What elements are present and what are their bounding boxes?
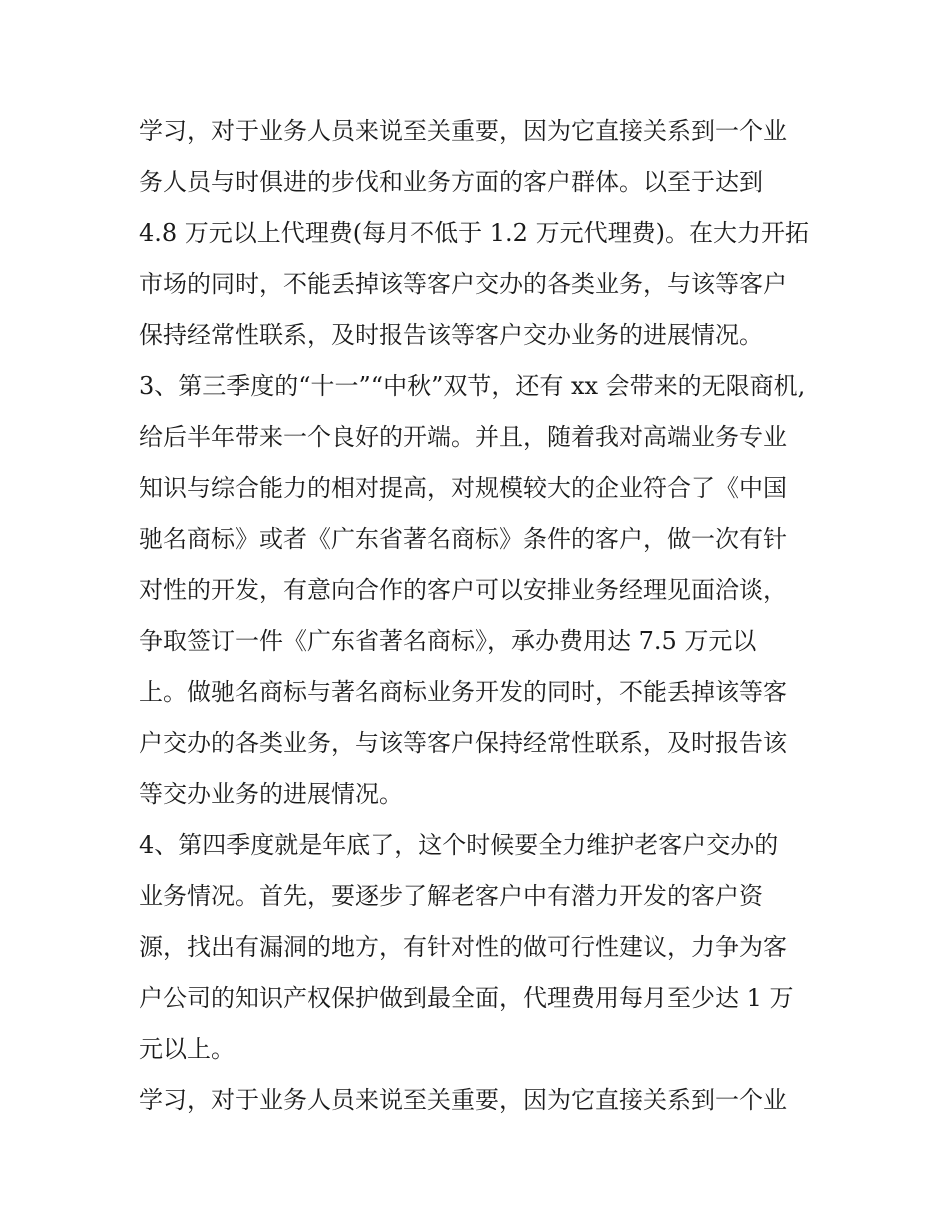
text-line: 户公司的知识产权保护做到最全面，代理费用每月至少达 1 万 xyxy=(139,984,794,1012)
text-line: 驰名商标》或者《广东省著名商标》条件的客户，做一次有针 xyxy=(139,525,787,553)
text-line: 4.8 万元以上代理费(每月不低于 1.2 万元代理费)。在大力开拓 xyxy=(139,219,809,247)
text-line: 业务情况。首先，要逐步了解老客户中有潜力开发的客户资 xyxy=(139,882,763,910)
text-line: 给后半年带来一个良好的开端。并且，随着我对高端业务专业 xyxy=(139,423,787,451)
text-line: 户交办的各类业务，与该等客户保持经常性联系，及时报告该 xyxy=(139,729,787,757)
text-line: 元以上。 xyxy=(139,1035,235,1063)
text-line: 等交办业务的进展情况。 xyxy=(139,780,403,808)
text-line: 争取签订一件《广东省著名商标》，承办费用达 7.5 万元以 xyxy=(139,627,757,655)
text-line: 学习，对于业务人员来说至关重要，因为它直接关系到一个业 xyxy=(139,1086,787,1114)
text-line: 保持经常性联系，及时报告该等客户交办业务的进展情况。 xyxy=(139,321,763,349)
text-line: 务人员与时俱进的步伐和业务方面的客户群体。以至于达到 xyxy=(139,168,763,196)
text-line: 上。做驰名商标与著名商标业务开发的同时，不能丢掉该等客 xyxy=(139,678,787,706)
text-line: 市场的同时，不能丢掉该等客户交办的各类业务，与该等客户 xyxy=(139,270,787,298)
text-line: 知识与综合能力的相对提高，对规模较大的企业符合了《中国 xyxy=(139,474,787,502)
text-line: 4、第四季度就是年底了，这个时候要全力维护老客户交办的 xyxy=(139,831,779,859)
document-body xyxy=(139,106,819,1126)
text-line: 学习，对于业务人员来说至关重要，因为它直接关系到一个业 xyxy=(139,117,787,145)
text-line: 对性的开发，有意向合作的客户可以安排业务经理见面洽谈， xyxy=(139,576,787,604)
text-line: 3、第三季度的“十一”“中秋”双节，还有 xx 会带来的无限商机, xyxy=(139,372,806,400)
text-line: 源，找出有漏洞的地方，有针对性的做可行性建议，力争为客 xyxy=(139,933,787,961)
